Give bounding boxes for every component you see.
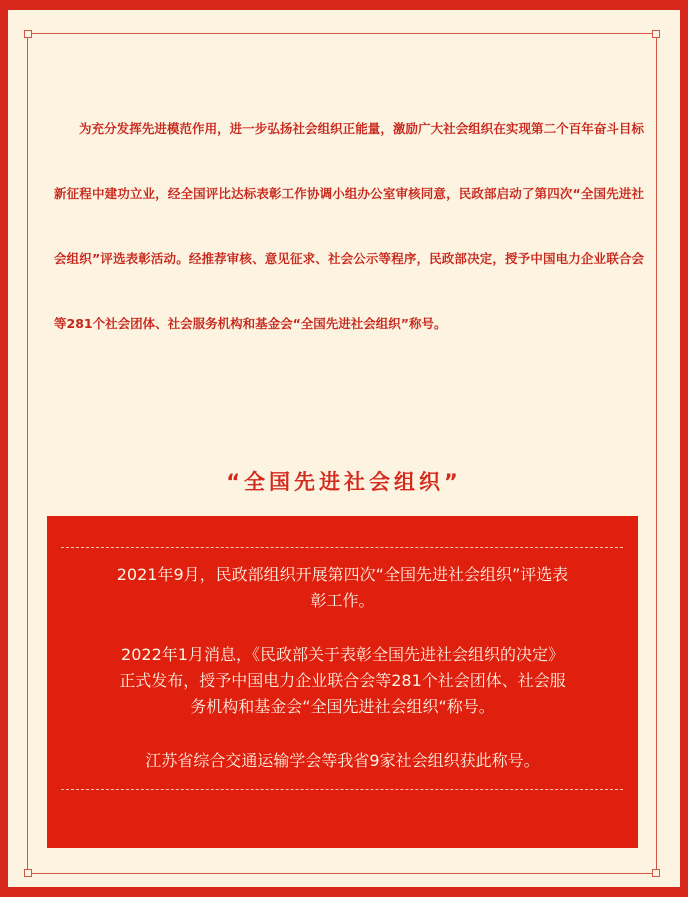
panel-line: 江苏省综合交通运输学会等我省9家社会组织获此称号。	[145, 751, 540, 770]
section-title: “全国先进社会组织”	[226, 470, 462, 494]
panel-line: 2021年9月，民政部组织开展第四次“全国先进社会组织”评选表	[116, 565, 569, 584]
panel-paragraph-jiangsu	[47, 748, 638, 774]
panel-line: 务机构和基金会“全国先进社会组织“称号。	[190, 697, 495, 716]
panel-line: 正式发布，授予中国电力企业联合会等281个社会团体、社会服	[119, 671, 566, 690]
panel-paragraph-2021	[47, 562, 638, 614]
corner-ornament-top-right	[652, 30, 660, 38]
dashed-divider-bottom	[61, 789, 623, 790]
dashed-divider-top	[61, 547, 623, 548]
corner-ornament-bottom-left	[24, 869, 32, 877]
corner-ornament-bottom-right	[652, 869, 660, 877]
info-panel	[47, 516, 638, 848]
panel-line: 2022年1月消息，《民政部关于表彰全国先进社会组织的决定》	[121, 645, 564, 664]
intro-paragraph: 为充分发挥先进模范作用，进一步弘扬社会组织正能量，激励广大社会组织在实现第二个百年奋斗目标新征程中建功立业，经全国评比达标表彰工作协调小组办公室审核同意，民政部启动了第四次“全国先进社会组织”评选表彰活动。经推荐审核、意见征求、社会公示等程序，民政部决定，授予中国电力企业联合会等281个社会团体、社会服务机构和基金会“全国先进社会组织”称号。	[54, 121, 644, 331]
panel-paragraph-2022	[47, 642, 638, 720]
corner-ornament-top-left	[24, 30, 32, 38]
panel-line: 彰工作。	[310, 591, 375, 610]
